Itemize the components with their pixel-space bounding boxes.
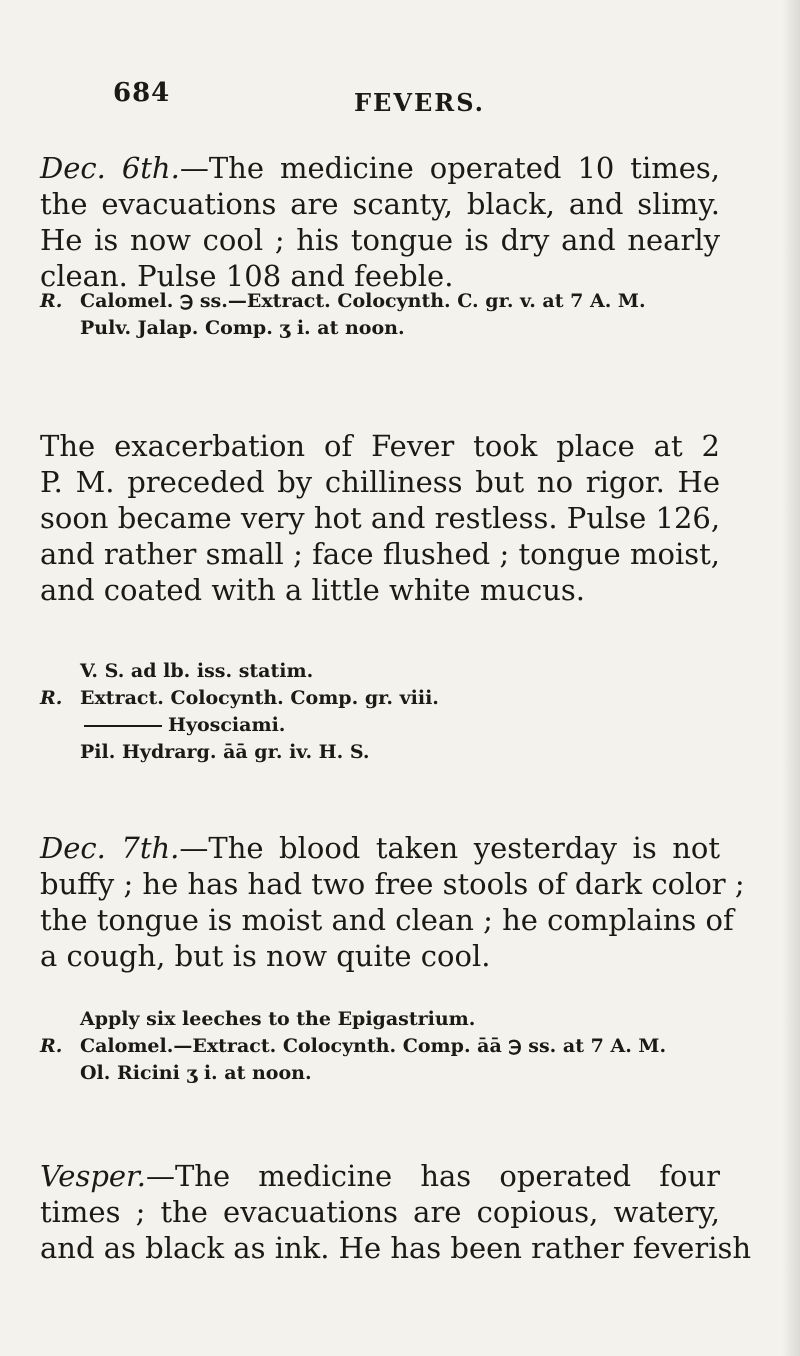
text-line: P. M. preceded by chilliness but no rigor. He xyxy=(40,465,720,499)
text-line: clean. Pulse 108 and feeble. xyxy=(40,259,454,293)
recipe-mark: R. xyxy=(40,290,63,312)
text-line: the evacuations are scanty, black, and slimy. xyxy=(40,187,720,221)
prescription-line: V. S. ad lb. iss. statim. xyxy=(80,660,314,682)
prescription-line: Ol. Ricini ʒ i. at noon. xyxy=(80,1062,312,1084)
paragraph-exacerbation xyxy=(40,428,720,608)
text-line: soon became very hot and restless. Pulse 126, xyxy=(40,501,721,535)
ditto-dash xyxy=(84,725,162,727)
prescription-2 xyxy=(40,658,720,766)
prescription-line: Hyosciami. xyxy=(40,712,720,739)
prescription-line: Apply six leeches to the Epigastrium. xyxy=(80,1008,476,1030)
page-edge-shadow xyxy=(782,0,800,1356)
text-line: and as black as ink. He has been rather feverish xyxy=(40,1231,752,1265)
text-line: and rather small ; face flushed ; tongue moist, xyxy=(40,537,720,571)
text-line: buffy ; he has had two free stools of dark color ; xyxy=(40,867,745,901)
paragraph-dec-7th xyxy=(40,830,745,974)
text-line: Dec. 6th.—The medicine operated 10 times, xyxy=(40,151,720,185)
text-line: Dec. 7th.—The blood taken yesterday is not xyxy=(40,831,720,865)
text-line: the tongue is moist and clean ; he complains of xyxy=(40,903,734,937)
recipe-mark: R. xyxy=(40,687,63,709)
prescription-line: R. Extract. Colocynth. Comp. gr. viii. xyxy=(40,685,720,712)
prescription-line: Pulv. Jalap. Comp. ʒ i. at noon. xyxy=(80,317,405,339)
text-line: He is now cool ; his tongue is dry and nearly xyxy=(40,223,720,257)
page-number: 684 xyxy=(113,78,171,108)
text-line: Vesper.—The medicine has operated four xyxy=(40,1159,720,1193)
entry-date: Dec. 7th. xyxy=(40,831,180,865)
entry-date: Dec. 6th. xyxy=(40,151,180,185)
entry-date: Vesper. xyxy=(40,1159,146,1193)
prescription-line: R. Calomel.—Extract. Colocynth. Comp. āā ℈ ss. at 7 A. M. xyxy=(40,1033,720,1060)
recipe-mark: R. xyxy=(40,1035,63,1057)
prescription-1 xyxy=(40,288,720,342)
paragraph-vesper xyxy=(40,1158,752,1266)
text-line: times ; the evacuations are copious, watery, xyxy=(40,1195,720,1229)
paragraph-dec-6th xyxy=(40,150,720,294)
page-header xyxy=(113,78,713,128)
prescription-line: Pil. Hydrarg. āā gr. iv. H. S. xyxy=(80,741,370,763)
running-head: FEVERS. xyxy=(354,88,486,117)
text-line: and coated with a little white mucus. xyxy=(40,573,586,607)
text-line: a cough, but is now quite cool. xyxy=(40,939,491,973)
prescription-line: R. Calomel. ℈ ss.—Extract. Colocynth. C. gr. v. at 7 A. M. xyxy=(40,288,720,315)
prescription-3 xyxy=(40,1006,720,1087)
text-line: The exacerbation of Fever took place at 2 xyxy=(40,429,720,463)
